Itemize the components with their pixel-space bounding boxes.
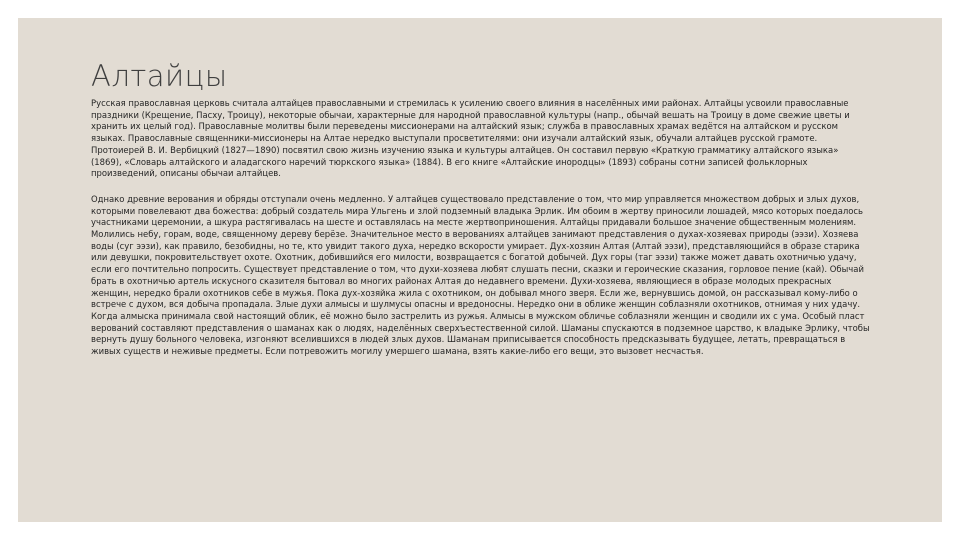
slide (18, 18, 942, 522)
slide-title: Алтайцы (91, 59, 228, 93)
body-paragraph-1: Русская православная церковь считала алтайцев православными и стремилась к усилению своего влияния в населённых ими районах. Алтайцы усвоили православные праздники (Крещение, Пасху, Троицу), некоторые обычаи, характерные для народной православной культуры (напр., обычай вешать на Троицу в доме свежие цветы и хранить их целый год). Православные молитвы были переведены миссионерами на алтайский язык; служба в православных храмах ведётся на алтайском и русском языках. Православные священники-миссионеры на Алтае нередко выступали просветителями: они изучали алтайский язык, обучали алтайцев русской грамоте. Протоиерей В. И. Вербицкий (1827—1890) посвятил свою жизнь изучению языка и культуры алтайцев. Он составил первую «Краткую грамматику алтайского языка» (1869), «Словарь алтайского и аладагского наречий тюркского языка» (1884). В его книге «Алтайские инородцы» (1893) собраны сотни записей фольклорных произведений, описаны обычаи алтайцев. (91, 98, 850, 179)
body-paragraph-2: Однако древние верования и обряды отступали очень медленно. У алтайцев существовало представление о том, что мир управляется множеством добрых и злых духов, которыми повелевают два божества: добрый создатель мира Ульгень и злой подземный владыка Эрлик. Им обоим в жертву приносили лошадей, мясо которых поедалось участниками церемонии, а шкура растягивалась на шесте и оставлялась на месте жертвоприношения. Алтайцы придавали большое значение общественным молениям. Молились небу, горам, воде, священному дереву берёзе. Значительное место в верованиях алтайцев занимают представления о духах-хозяевах природы (ээзи). Хозяева воды (суг ээзи), как правило, безобидны, но те, кто увидит такого духа, нередко вскорости умирает. Дух-хозяин Алтая (Алтай ээзи), представляющийся в образе старика или девушки, покровительствует охоте. Охотник, добившийся его милости, возвращается с богатой добычей. Дух горы (таг ээзи) также может давать охотничью удачу, если его почтительно попросить. Существует представление о том, что духи-хозяева любят слушать песни, сказки и героические сказания, горловое пение (кай). Обычай брать в охотничью артель искусного сказителя бытовал во многих районах Алтая до недавнего времени. Духи-хозяева, являющиеся в образе молодых прекрасных женщин, нередко брали охотников себе в мужья. Пока дух-хозяйка жила с охотником, он добывал много зверя. Если же, вернувшись домой, он рассказывал кому-либо о встрече с духом, вся добыча пропадала. Злые духи алмысы и шулмусы опасны и вредоносны. Нередко они в облике женщин соблазняли охотников, отнимая у них удачу. Когда алмыска принимала свой настоящий облик, её можно было застрелить из ружья. Алмысы в мужском обличье соблазняли женщин и сводили их с ума. Особый пласт верований составляют представления о шаманах как о людях, наделённых сверхъестественной силой. Шаманы спускаются в подземное царство, к владыке Эрлику, чтобы вернуть душу больного человека, изгоняют вселившихся в людей злых духов. Шаманам приписывается способность предсказывать будущее, летать, превращаться в живых существ и неживые предметы. Если потревожить могилу умершего шамана, взять какие-либо его вещи, это вызовет несчастья. (91, 193, 870, 357)
slide-body (91, 98, 871, 358)
